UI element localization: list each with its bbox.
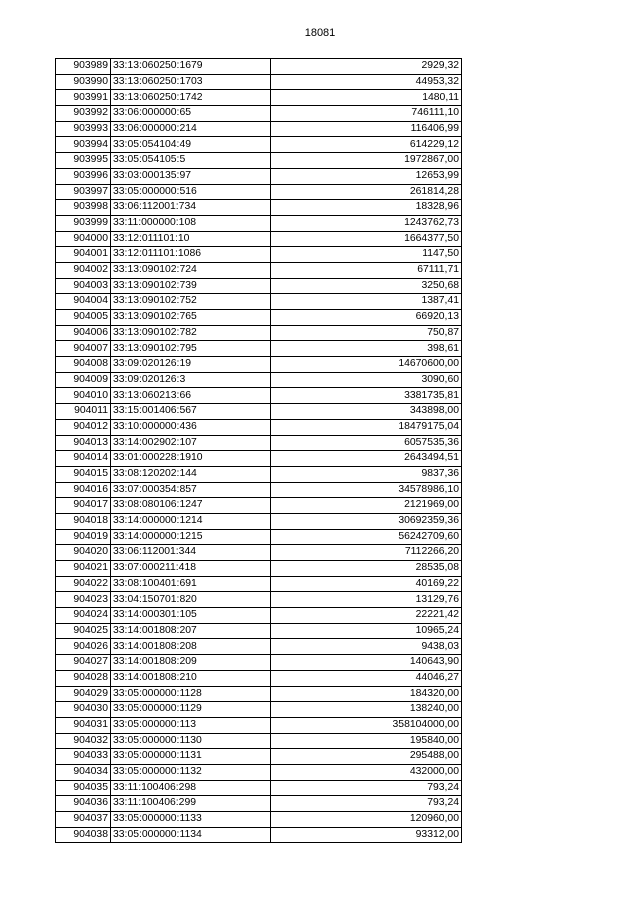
value-cell: 432000,00 — [271, 764, 462, 780]
row-id-cell: 903996 — [56, 168, 111, 184]
table-row — [56, 717, 462, 733]
value-cell: 398,61 — [271, 341, 462, 357]
value-cell: 793,24 — [271, 796, 462, 812]
value-cell: 116406,99 — [271, 121, 462, 137]
value-cell: 44953,32 — [271, 74, 462, 90]
value-cell: 1387,41 — [271, 294, 462, 310]
cadastral-number-cell: 33:05:000000:1128 — [111, 686, 271, 702]
data-table — [55, 58, 462, 843]
row-id-cell: 903991 — [56, 90, 111, 106]
value-cell: 3090,60 — [271, 372, 462, 388]
table-row — [56, 262, 462, 278]
value-cell: 7112266,20 — [271, 545, 462, 561]
value-cell: 22221,42 — [271, 608, 462, 624]
value-cell: 184320,00 — [271, 686, 462, 702]
cadastral-number-cell: 33:06:112001:344 — [111, 545, 271, 561]
value-cell: 2643494,51 — [271, 451, 462, 467]
cadastral-number-cell: 33:13:090102:765 — [111, 310, 271, 326]
value-cell: 66920,13 — [271, 310, 462, 326]
row-id-cell: 904024 — [56, 608, 111, 624]
table-body — [56, 59, 462, 843]
cadastral-number-cell: 33:08:120202:144 — [111, 466, 271, 482]
value-cell: 1243762,73 — [271, 215, 462, 231]
cadastral-number-cell: 33:03:000135:97 — [111, 168, 271, 184]
cadastral-number-cell: 33:13:060213:66 — [111, 388, 271, 404]
row-id-cell: 904007 — [56, 341, 111, 357]
value-cell: 2929,32 — [271, 59, 462, 75]
table-row — [56, 749, 462, 765]
table-row — [56, 655, 462, 671]
row-id-cell: 903993 — [56, 121, 111, 137]
cadastral-number-cell: 33:14:001808:208 — [111, 639, 271, 655]
value-cell: 120960,00 — [271, 812, 462, 828]
cadastral-number-cell: 33:13:060250:1703 — [111, 74, 271, 90]
cadastral-number-cell: 33:11:000000:108 — [111, 215, 271, 231]
table-row — [56, 168, 462, 184]
table-row — [56, 451, 462, 467]
value-cell: 3381735,81 — [271, 388, 462, 404]
cadastral-number-cell: 33:05:000000:516 — [111, 184, 271, 200]
cadastral-number-cell: 33:15:001406:567 — [111, 404, 271, 420]
cadastral-number-cell: 33:13:090102:795 — [111, 341, 271, 357]
row-id-cell: 904036 — [56, 796, 111, 812]
table-row — [56, 702, 462, 718]
table-row — [56, 639, 462, 655]
table-row — [56, 545, 462, 561]
value-cell: 10965,24 — [271, 623, 462, 639]
table-row — [56, 215, 462, 231]
row-id-cell: 904025 — [56, 623, 111, 639]
cadastral-number-cell: 33:07:000354:857 — [111, 482, 271, 498]
row-id-cell: 904005 — [56, 310, 111, 326]
table-row — [56, 372, 462, 388]
table-row — [56, 608, 462, 624]
table-row — [56, 294, 462, 310]
cadastral-number-cell: 33:05:000000:1129 — [111, 702, 271, 718]
value-cell: 1480,11 — [271, 90, 462, 106]
cadastral-number-cell: 33:09:020126:3 — [111, 372, 271, 388]
value-cell: 3250,68 — [271, 278, 462, 294]
row-id-cell: 904013 — [56, 435, 111, 451]
value-cell: 1147,50 — [271, 247, 462, 263]
row-id-cell: 904002 — [56, 262, 111, 278]
value-cell: 793,24 — [271, 780, 462, 796]
row-id-cell: 904030 — [56, 702, 111, 718]
value-cell: 261814,28 — [271, 184, 462, 200]
row-id-cell: 904023 — [56, 592, 111, 608]
value-cell: 140643,90 — [271, 655, 462, 671]
row-id-cell: 904019 — [56, 529, 111, 545]
cadastral-number-cell: 33:14:000000:1215 — [111, 529, 271, 545]
cadastral-number-cell: 33:14:000301:105 — [111, 608, 271, 624]
table-row — [56, 561, 462, 577]
row-id-cell: 903995 — [56, 153, 111, 169]
cadastral-number-cell: 33:04:150701:820 — [111, 592, 271, 608]
row-id-cell: 904004 — [56, 294, 111, 310]
cadastral-number-cell: 33:11:100406:299 — [111, 796, 271, 812]
row-id-cell: 904026 — [56, 639, 111, 655]
cadastral-number-cell: 33:05:000000:1132 — [111, 764, 271, 780]
row-id-cell: 904009 — [56, 372, 111, 388]
cadastral-number-cell: 33:01:000228:1910 — [111, 451, 271, 467]
cadastral-number-cell: 33:11:100406:298 — [111, 780, 271, 796]
row-id-cell: 903997 — [56, 184, 111, 200]
value-cell: 18328,96 — [271, 200, 462, 216]
row-id-cell: 904006 — [56, 325, 111, 341]
row-id-cell: 904014 — [56, 451, 111, 467]
cadastral-number-cell: 33:13:090102:782 — [111, 325, 271, 341]
row-id-cell: 904003 — [56, 278, 111, 294]
table-row — [56, 764, 462, 780]
table-row — [56, 74, 462, 90]
value-cell: 44046,27 — [271, 670, 462, 686]
value-cell: 12653,99 — [271, 168, 462, 184]
cadastral-number-cell: 33:13:060250:1742 — [111, 90, 271, 106]
value-cell: 746111,10 — [271, 106, 462, 122]
row-id-cell: 904038 — [56, 827, 111, 843]
row-id-cell: 903994 — [56, 137, 111, 153]
value-cell: 295488,00 — [271, 749, 462, 765]
table-row — [56, 121, 462, 137]
table-row — [56, 184, 462, 200]
row-id-cell: 904020 — [56, 545, 111, 561]
table-row — [56, 812, 462, 828]
table-row — [56, 482, 462, 498]
value-cell: 750,87 — [271, 325, 462, 341]
cadastral-number-cell: 33:14:002902:107 — [111, 435, 271, 451]
table-row — [56, 404, 462, 420]
row-id-cell: 904012 — [56, 419, 111, 435]
cadastral-number-cell: 33:05:000000:1134 — [111, 827, 271, 843]
value-cell: 13129,76 — [271, 592, 462, 608]
cadastral-number-cell: 33:10:000000:436 — [111, 419, 271, 435]
table-row — [56, 435, 462, 451]
value-cell: 18479175,04 — [271, 419, 462, 435]
table-row — [56, 419, 462, 435]
value-cell: 358104000,00 — [271, 717, 462, 733]
cadastral-number-cell: 33:12:011101:1086 — [111, 247, 271, 263]
row-id-cell: 904010 — [56, 388, 111, 404]
value-cell: 93312,00 — [271, 827, 462, 843]
cadastral-number-cell: 33:12:011101:10 — [111, 231, 271, 247]
cadastral-number-cell: 33:07:000211:418 — [111, 561, 271, 577]
table-row — [56, 59, 462, 75]
cadastral-number-cell: 33:13:090102:724 — [111, 262, 271, 278]
value-cell: 343898,00 — [271, 404, 462, 420]
value-cell: 1972867,00 — [271, 153, 462, 169]
row-id-cell: 903992 — [56, 106, 111, 122]
table-row — [56, 310, 462, 326]
row-id-cell: 904027 — [56, 655, 111, 671]
row-id-cell: 903998 — [56, 200, 111, 216]
table-row — [56, 278, 462, 294]
value-cell: 6057535,36 — [271, 435, 462, 451]
row-id-cell: 904032 — [56, 733, 111, 749]
table-row — [56, 153, 462, 169]
value-cell: 9438,03 — [271, 639, 462, 655]
value-cell: 14670600,00 — [271, 357, 462, 373]
cadastral-number-cell: 33:05:000000:113 — [111, 717, 271, 733]
value-cell: 614229,12 — [271, 137, 462, 153]
cadastral-number-cell: 33:06:000000:65 — [111, 106, 271, 122]
row-id-cell: 904035 — [56, 780, 111, 796]
row-id-cell: 904029 — [56, 686, 111, 702]
value-cell: 195840,00 — [271, 733, 462, 749]
table-row — [56, 623, 462, 639]
cadastral-number-cell: 33:09:020126:19 — [111, 357, 271, 373]
table-row — [56, 513, 462, 529]
table-row — [56, 796, 462, 812]
value-cell: 28535,08 — [271, 561, 462, 577]
table-row — [56, 686, 462, 702]
row-id-cell: 904016 — [56, 482, 111, 498]
row-id-cell: 904008 — [56, 357, 111, 373]
cadastral-number-cell: 33:05:054104:49 — [111, 137, 271, 153]
cadastral-number-cell: 33:06:000000:214 — [111, 121, 271, 137]
cadastral-number-cell: 33:14:001808:207 — [111, 623, 271, 639]
row-id-cell: 904031 — [56, 717, 111, 733]
table-row — [56, 357, 462, 373]
table-row — [56, 106, 462, 122]
row-id-cell: 904034 — [56, 764, 111, 780]
row-id-cell: 904028 — [56, 670, 111, 686]
row-id-cell: 904021 — [56, 561, 111, 577]
row-id-cell: 904033 — [56, 749, 111, 765]
cadastral-number-cell: 33:14:001808:210 — [111, 670, 271, 686]
value-cell: 34578986,10 — [271, 482, 462, 498]
row-id-cell: 903999 — [56, 215, 111, 231]
cadastral-number-cell: 33:05:000000:1133 — [111, 812, 271, 828]
table-row — [56, 576, 462, 592]
row-id-cell: 904015 — [56, 466, 111, 482]
cadastral-number-cell: 33:08:100401:691 — [111, 576, 271, 592]
row-id-cell: 904001 — [56, 247, 111, 263]
table-row — [56, 670, 462, 686]
row-id-cell: 904017 — [56, 498, 111, 514]
value-cell: 30692359,36 — [271, 513, 462, 529]
table-row — [56, 200, 462, 216]
cadastral-number-cell: 33:13:060250:1679 — [111, 59, 271, 75]
cadastral-number-cell: 33:14:001808:209 — [111, 655, 271, 671]
table-row — [56, 733, 462, 749]
row-id-cell: 904018 — [56, 513, 111, 529]
row-id-cell: 903990 — [56, 74, 111, 90]
cadastral-number-cell: 33:13:090102:752 — [111, 294, 271, 310]
value-cell: 1664377,50 — [271, 231, 462, 247]
page-number: 18081 — [304, 27, 336, 39]
value-cell: 56242709,60 — [271, 529, 462, 545]
value-cell: 67111,71 — [271, 262, 462, 278]
table-row — [56, 137, 462, 153]
cadastral-number-cell: 33:05:054105:5 — [111, 153, 271, 169]
table-row — [56, 827, 462, 843]
cadastral-number-cell: 33:13:090102:739 — [111, 278, 271, 294]
value-cell: 138240,00 — [271, 702, 462, 718]
table-row — [56, 592, 462, 608]
cadastral-number-cell: 33:06:112001:734 — [111, 200, 271, 216]
table-row — [56, 341, 462, 357]
table-row — [56, 466, 462, 482]
cadastral-number-cell: 33:05:000000:1131 — [111, 749, 271, 765]
value-cell: 9837,36 — [271, 466, 462, 482]
row-id-cell: 904011 — [56, 404, 111, 420]
table-row — [56, 780, 462, 796]
value-cell: 40169,22 — [271, 576, 462, 592]
value-cell: 2121969,00 — [271, 498, 462, 514]
table-row — [56, 247, 462, 263]
row-id-cell: 904022 — [56, 576, 111, 592]
row-id-cell: 904000 — [56, 231, 111, 247]
table-row — [56, 388, 462, 404]
table-row — [56, 498, 462, 514]
table-row — [56, 325, 462, 341]
table-row — [56, 529, 462, 545]
cadastral-number-cell: 33:05:000000:1130 — [111, 733, 271, 749]
cadastral-number-cell: 33:14:000000:1214 — [111, 513, 271, 529]
table-row — [56, 90, 462, 106]
table-row — [56, 231, 462, 247]
cadastral-number-cell: 33:08:080106:1247 — [111, 498, 271, 514]
row-id-cell: 904037 — [56, 812, 111, 828]
row-id-cell: 903989 — [56, 59, 111, 75]
